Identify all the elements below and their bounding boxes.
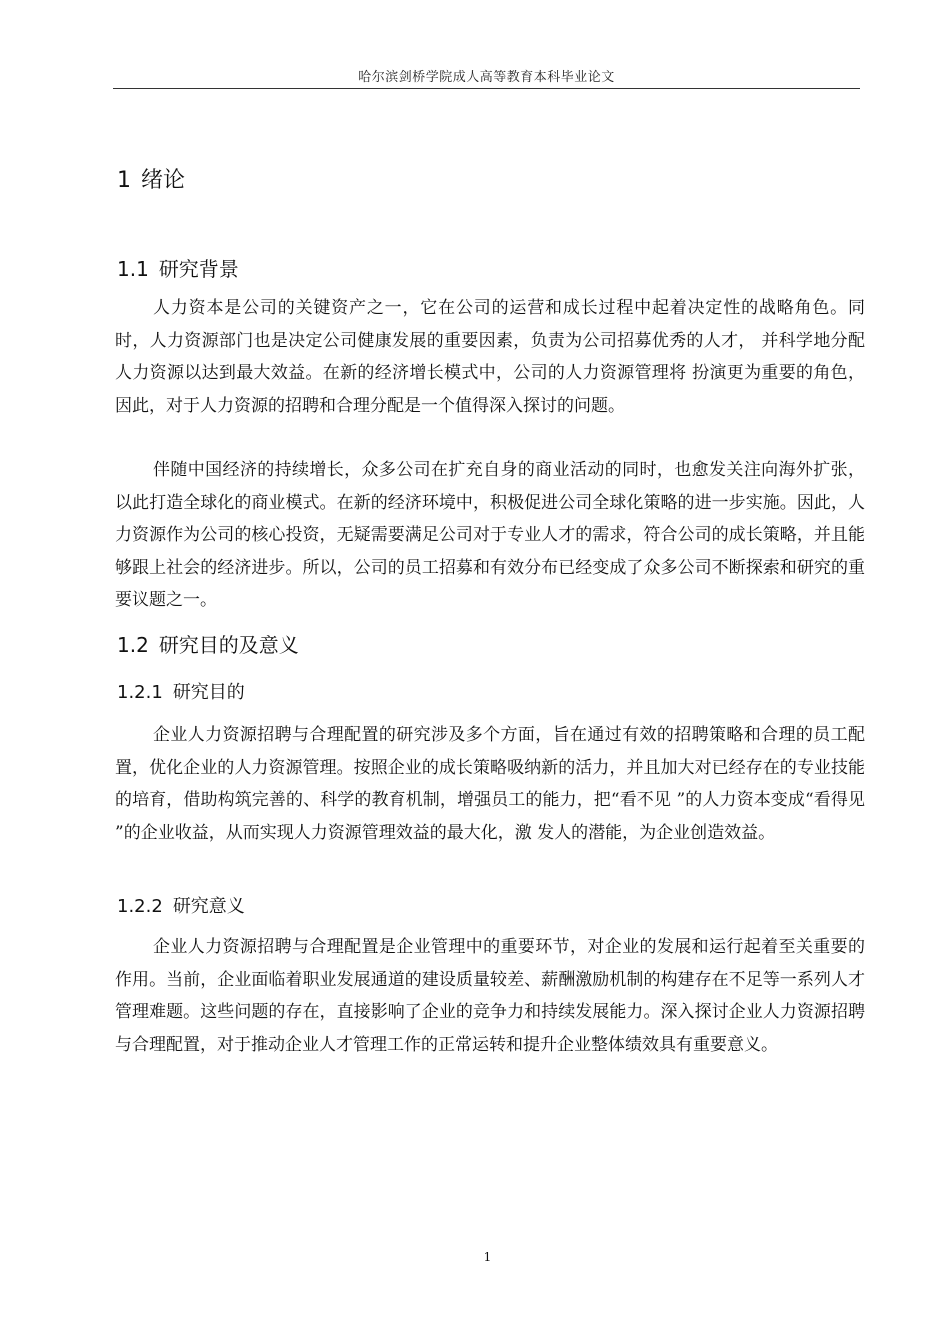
section-1-1-number: 1.1 <box>117 257 149 281</box>
section-1-2-1-heading <box>117 678 245 704</box>
section-1-1-heading <box>117 253 239 282</box>
chapter-heading <box>117 163 185 194</box>
significance-paragraph: 企业人力资源招聘与合理配置是企业管理中的重要环节，对企业的发展和运行起着至关重要的作用。当前，企业面临着职业发展通道的建设质量较差、薪酬激励机制的构建存在不足等一系列人才管理难题。这些问题的存在，直接影响了企业的竞争力和持续发展能力。深入探讨企业人力资源招聘与合理配置，对于推动企业人才管理工作的正常运转和提升企业整体绩效具有重要意义。 <box>115 937 865 1055</box>
chapter-title: 绪论 <box>141 168 186 193</box>
section-1-2-2-number: 1.2.2 <box>117 896 163 917</box>
section-1-2-1-number: 1.2.1 <box>117 682 163 703</box>
chapter-number: 1 <box>117 168 131 193</box>
section-1-2-title: 研究目的及意义 <box>158 633 299 657</box>
page-number: 1 <box>483 1250 492 1264</box>
section-1-2-number: 1.2 <box>117 633 149 657</box>
header-divider <box>113 88 860 89</box>
running-header: 哈尔滨剑桥学院成人高等教育本科毕业论文 <box>358 70 615 85</box>
section-1-1-title: 研究背景 <box>158 257 239 281</box>
background-paragraph-2: 伴随中国经济的持续增长，众多公司在扩充自身的商业活动的同时，也愈发关注向海外扩张，以此打造全球化的商业模式。在新的经济环境中，积极促进公司全球化策略的进一步实施。因此，人力资源作为公司的核心投资，无疑需要满足公司对于专业人才的需求，符合公司的成长策略，并且能够跟上社会的经济进步。所以，公司的员工招募和有效分布已经变成了众多公司不断探索和研究的重要议题之一。 <box>115 460 865 610</box>
section-1-2-heading <box>117 629 299 658</box>
background-paragraph-1: 人力资本是公司的关键资产之一，它在公司的运营和成长过程中起着决定性的战略角色。同时，人力资源部门也是决定公司健康发展的重要因素，负责为公司招募优秀的人才， 并科学地分配人力资源以达到最大效益。在新的经济增长模式中，公司的人力资源管理将 扮演更为重要的角色，因此，对于人力资源的招聘和合理分配是一个值得深入探讨的问题。 <box>115 298 865 416</box>
section-1-2-2-title: 研究意义 <box>172 896 245 917</box>
section-1-2-1-title: 研究目的 <box>172 682 245 703</box>
section-1-2-2-heading <box>117 892 245 918</box>
purpose-paragraph: 企业人力资源招聘与合理配置的研究涉及多个方面，旨在通过有效的招聘策略和合理的员工配置，优化企业的人力资源管理。按照企业的成长策略吸纳新的活力，并且加大对已经存在的专业技能的培育，借助构筑完善的、科学的教育机制，增强员工的能力，把“看不见 ”的人力资本变成“看得见 ”的企业收益，从而实现人力资源管理效益的最大化，激 发人的潜能，为企业创造效益。 <box>115 725 865 843</box>
